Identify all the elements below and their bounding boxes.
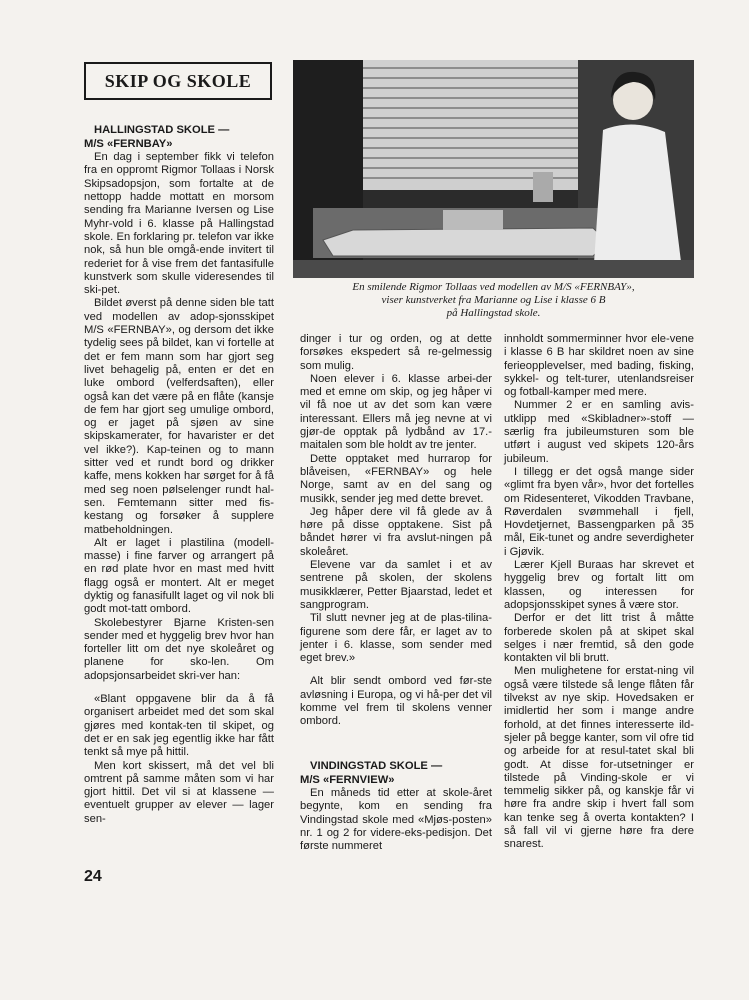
column-2	[300, 333, 492, 729]
paragraph: Alt blir sendt ombord ved før-ste avløsning i Europa, og vi hå-per det vil komme vel frem til skolens venner ombord.	[300, 675, 492, 728]
quote-paragraph: dinger i tur og orden, og at dette forsøkes ekspedert så re-gelmessig som mulig.	[300, 333, 492, 372]
article-heading-vindingstad: VINDINGSTAD SKOLE — M/S «FERNVIEW»	[300, 760, 443, 786]
column-1	[84, 124, 274, 826]
paragraph: I tillegg er det også mange sider «glimt fra byen vår», hvor det fortelles om Ridesenteret, Vikodden Travbane, Røverdalen svømmehall i fjell, Hovdetjernet, Bassengparken på 35 mål, Eik-tunet og andre severdigheter i Gjøvik.	[504, 465, 694, 558]
paragraph: En dag i september fikk vi telefon fra en oppromt Rigmor Tollaas i Norsk Skipsadopsjon, som fortalte at de nettopp hadde mottatt en morsom sending fra Marianne Iversen og Lise Myhr-vold i 6. klasse på Hallingstad skole. En forklaring pr. telefon var ikke nok, så hun ble omgå-ende invitert til rederiet for å vise frem det fantasifulle kunstverk som skulle videresendes til ski-pet.	[84, 151, 274, 297]
paragraph: En måneds tid etter at skole-året begynte, kom en sending fra Vindingstad skole med «Mjøs-posten» nr. 1 og 2 for videre-eks-pedisjon. Det første nummeret	[300, 787, 492, 853]
quote-paragraph: Jeg håper dere vil få glede av å høre på disse opptakene. Sist på båndet hører vi fra avslut-ningen på skoleåret.	[300, 505, 492, 558]
paragraph: Lærer Kjell Buraas har skrevet et hyggelig brev og fortalt litt om klassen, og interessen for adopsjonsskipet synes å være stor.	[504, 559, 694, 611]
quote-paragraph: «Blant oppgavene blir da å få organisert arbeidet med det som skal gjøres med kontak-ten til skipet, og det er en sak jeg egentlig ikke har fått tenkt så mye på hittil.	[84, 693, 274, 759]
column-2-lower	[300, 760, 492, 854]
photo-woman-with-ship-model	[293, 60, 694, 278]
paragraph: Derfor er det litt trist å måtte forberede skolen på at skipet skal selges i nær fremtid, så den gode kontakten vil bli brutt.	[504, 612, 694, 665]
paragraph: Men mulighetene for erstat-ning vil også være tilstede så lenge flåten får tilvekst av nye skip. Hovedsaken er imidlertid her som i mange andre forhold, at det finnes interesserte ild-sjeler på begge kanter, som vil ofre tid og arbeide for at resul-tatet skal bli godt. At disse for-utsetninger er tilstede på Vinding-skole er vi temmelig sikker på, og kanskje får vi høre fra andre skip i hvert fall som kan tenke seg å overta kontakten? I så fall vil vi gjerne høre fra dere snarest.	[504, 665, 694, 851]
article-heading-hallingstad: HALLINGSTAD SKOLE — M/S «FERNBAY»	[84, 124, 230, 150]
paragraph: Bildet øverst på denne siden ble tatt ved modellen av adop-sjonsskipet M/S «FERNBAY», og dersom det ikke tydelig sees på bildet, kan vi fortelle at det er fem mann som har gjort seg livet behagelig på, enten er det en luke ombord (velferdsaften), eller også kan det være på en flåte (kansje de fem har gjort seg umulige ombord, og er jaget på sjøen av sine skipskamerater, for havarister er det vel ikke?). Kap-teinen og to mann sitter ved et rundt bord og drikker kaffe, mens kokken har sørget for å få med seg noen pølselenger rundt hal-sen. Femtemann sitter med fis-kestang og forsøker å supplere matbeholdningen.	[84, 297, 274, 536]
paragraph: Alt er laget i plastilina (modell-masse) i fine farver og arrangert på en rød plate hvor en mast med hvitt flagg også er montert. Alt er meget dyktig og fanasifullt laget og vil nok bli godt mot-tatt ombord.	[84, 536, 274, 616]
quote-paragraph: Elevene var da samlet i et av sentrene på skolen, der skolens musikklærer, Petter Bjaarstad, ledet et sangprogram.	[300, 559, 492, 611]
quote-paragraph: Noen elever i 6. klasse arbei-der med et emne om skip, og jeg håper vi vil få noe ut av det som kan være interessant. Ellers må jeg nevne at vi gjør-de opptak på lydbånd av 17.-maitalen som ble holdt av tre jenter.	[300, 372, 492, 452]
photo-illustration	[293, 60, 694, 278]
page-number: 24	[84, 868, 102, 885]
quote-paragraph: Men kort skissert, må det vel bli omtrent på samme måten som vi har gjort hittil. Det vil si at klassene — eventuelt grupper av elever — lager sen-	[84, 759, 274, 825]
paragraph: Skolebestyrer Bjarne Kristen-sen sender med et hyggelig brev hvor han forteller litt om det nye skoleåret og planene for sko-len. Om adopsjonsarbeidet skri-ver han:	[84, 616, 274, 682]
quote-paragraph: Til slutt nevner jeg at de plas-tilina-figurene som dere får, er laget av to jenter i 6. klasse, som sender med eget brev.»	[300, 612, 492, 665]
section-title-box	[84, 62, 272, 100]
section-title: SKIP OG SKOLE	[104, 70, 252, 91]
column-3	[504, 333, 694, 852]
photo-caption: En smilende Rigmor Tollaas ved modellen av M/S «FERNBAY», viser kunstverket fra Marianne og Lise i klasse 6 B på Hallingstad skole.	[352, 281, 635, 319]
quote-paragraph: Dette opptaket med hurrarop for blåveisen, «FERNBAY» og hele Norge, samt av en del sang og musikk, sender jeg med dette brevet.	[300, 452, 492, 505]
paragraph: innholdt sommerminner hvor ele-vene i klasse 6 B har skildret noen av sine ferieopplevelser, med bading, fisking, sykkel- og telt-turer, utenlandsreiser og fotball-kamper med mere.	[504, 333, 694, 399]
paragraph: Nummer 2 er en samling avis-utklipp med «Skibladner»-stoff — særlig fra jubileumsturen som ble utført i august ved skipets 120-års jubileum.	[504, 399, 694, 465]
